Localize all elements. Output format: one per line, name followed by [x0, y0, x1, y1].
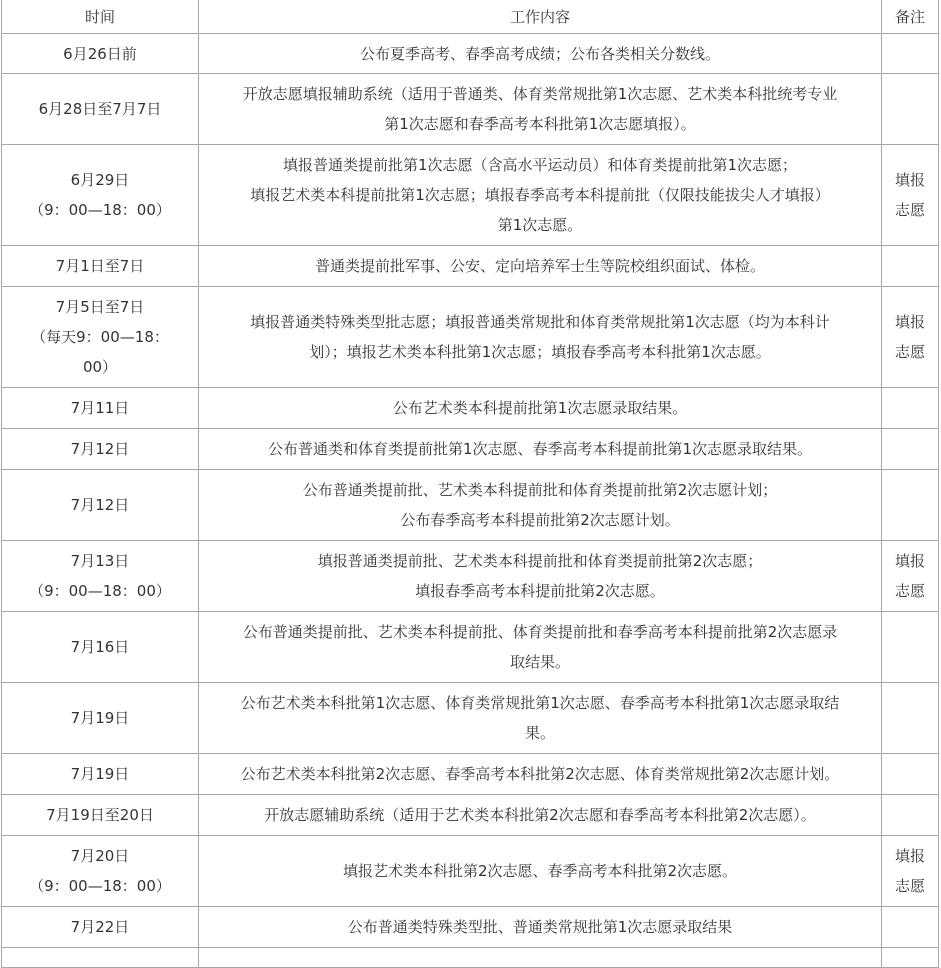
time-line: （9：00—18：00）: [29, 582, 171, 600]
table-row: [2, 74, 939, 145]
note-cell: [882, 907, 939, 948]
work-line: 开放志愿辅助系统（适用于艺术类本科批第2次志愿和春季高考本科批第2次志愿）。: [264, 806, 816, 824]
work-cell: [199, 145, 882, 246]
work-cell: [199, 836, 882, 907]
work-cell: [199, 795, 882, 836]
time-line: （每天9：00—18：: [31, 328, 169, 346]
note-cell: [882, 74, 939, 145]
table-row: [2, 388, 939, 429]
work-cell: [199, 683, 882, 754]
work-line: 开放志愿填报辅助系统（适用于普通类、体育类常规批第1次志愿、艺术类本科批统考专业: [242, 85, 838, 103]
work-line: 公布普通类提前批、艺术类本科提前批和体育类提前批第2次志愿计划；: [302, 481, 778, 499]
note-cell: [882, 795, 939, 836]
time-line: 7月11日: [70, 399, 130, 417]
work-cell: [199, 287, 882, 388]
time-cell: [2, 683, 199, 754]
note-line: 填报: [894, 552, 925, 570]
time-cell: [2, 907, 199, 948]
work-cell: [199, 74, 882, 145]
work-line: 填报春季高考本科提前批第2次志愿。: [415, 582, 665, 600]
table-row: [2, 246, 939, 287]
time-cell: [2, 754, 199, 795]
table-row: [2, 907, 939, 948]
time-line: 7月1日至7日: [55, 257, 145, 275]
table-row: [2, 145, 939, 246]
table-row: [2, 948, 939, 968]
note-cell: [882, 246, 939, 287]
note-cell: [882, 612, 939, 683]
work-line: 第1次志愿。: [497, 216, 583, 234]
note-cell: [882, 948, 939, 968]
table-row: [2, 541, 939, 612]
note-line: 志愿: [894, 582, 925, 600]
work-line: 公布春季高考本科提前批第2次志愿计划。: [400, 511, 680, 529]
work-line: 公布艺术类本科批第1次志愿、体育类常规批第1次志愿、春季高考本科批第1次志愿录取结: [240, 694, 840, 712]
work-cell: [199, 470, 882, 541]
time-line: （9：00—18：00）: [29, 201, 171, 219]
work-line: 公布艺术类本科提前批第1次志愿录取结果。: [392, 399, 688, 417]
time-line: 7月12日: [70, 440, 130, 458]
table-row: [2, 754, 939, 795]
note-cell: [882, 429, 939, 470]
time-line: 7月19日: [70, 709, 130, 727]
work-cell: [199, 246, 882, 287]
note-cell: [882, 541, 939, 612]
work-line: 第1次志愿和春季高考本科批第1次志愿填报）。: [384, 115, 696, 133]
note-cell: [882, 145, 939, 246]
table-row: [2, 34, 939, 74]
time-cell: [2, 429, 199, 470]
work-line: 公布普通类特殊类型批、普通类常规批第1次志愿录取结果: [347, 918, 733, 936]
table-row: [2, 612, 939, 683]
time-cell: [2, 836, 199, 907]
time-line: 6月26日前: [63, 44, 137, 63]
work-cell: [199, 754, 882, 795]
time-line: 7月12日: [70, 496, 130, 514]
header-row: [2, 0, 939, 34]
time-cell: [2, 246, 199, 287]
note-line: 志愿: [894, 343, 925, 361]
time-line: （9：00—18：00）: [29, 877, 171, 895]
table-row: [2, 287, 939, 388]
note-line: 填报: [894, 313, 925, 331]
note-cell: [882, 388, 939, 429]
work-line: 公布普通类提前批、艺术类本科提前批、体育类提前批和春季高考本科提前批第2次志愿录: [242, 623, 838, 641]
time-line: 00）: [82, 358, 118, 376]
work-line: 公布普通类和体育类提前批第1次志愿、春季高考本科提前批第1次志愿录取结果。: [267, 440, 813, 458]
header-time: 时间: [2, 0, 199, 34]
header-note: 备注: [882, 0, 939, 34]
note-cell: [882, 34, 939, 74]
time-line: 6月29日: [70, 171, 130, 189]
work-cell: [199, 612, 882, 683]
time-line: 7月22日: [70, 918, 130, 936]
table-row: [2, 836, 939, 907]
time-cell: [2, 34, 199, 74]
work-cell: [199, 429, 882, 470]
note-line: 填报: [894, 171, 925, 189]
work-line: 填报普通类特殊类型批志愿；填报普通类常规批和体育类常规批第1次志愿（均为本科计: [250, 313, 830, 331]
time-cell: [2, 145, 199, 246]
time-line: 7月13日: [70, 552, 130, 570]
time-cell: [2, 388, 199, 429]
work-cell: [199, 541, 882, 612]
work-line: 公布艺术类本科批第2次志愿、春季高考本科批第2次志愿、体育类常规批第2次志愿计划。: [240, 765, 840, 783]
work-line: 填报普通类提前批第1次志愿（含高水平运动员）和体育类提前批第1次志愿；: [282, 156, 798, 174]
table-row: [2, 470, 939, 541]
work-cell: [199, 388, 882, 429]
time-cell: [2, 287, 199, 388]
time-cell: [2, 470, 199, 541]
time-line: 7月19日至20日: [46, 806, 154, 824]
work-line: 取结果。: [509, 653, 570, 671]
work-cell: [199, 948, 882, 968]
work-line: 公布夏季高考、春季高考成绩；公布各类相关分数线。: [359, 44, 720, 63]
work-line: 填报艺术类本科批第2次志愿、春季高考本科批第2次志愿。: [342, 862, 738, 880]
note-cell: [882, 470, 939, 541]
work-cell: [199, 34, 882, 74]
note-line: 志愿: [894, 877, 925, 895]
schedule-body: [2, 34, 939, 968]
note-cell: [882, 754, 939, 795]
header-work: 工作内容: [199, 0, 882, 34]
work-line: 普通类提前批军事、公安、定向培养军士生等院校组织面试、体检。: [314, 257, 765, 275]
work-cell: [199, 907, 882, 948]
work-line: 填报艺术类本科提前批第1次志愿；填报春季高考本科提前批（仅限技能拔尖人才填报）: [250, 186, 830, 204]
time-line: 7月16日: [70, 638, 130, 656]
time-line: 6月28日至7月7日: [38, 100, 162, 118]
table-row: [2, 429, 939, 470]
note-cell: [882, 287, 939, 388]
work-line: 果。: [524, 724, 555, 742]
time-line: 7月5日至7日: [55, 298, 145, 316]
time-cell: [2, 541, 199, 612]
table-row: [2, 795, 939, 836]
time-cell: [2, 795, 199, 836]
note-cell: [882, 836, 939, 907]
table-row: [2, 683, 939, 754]
time-cell: [2, 948, 199, 968]
note-line: 填报: [894, 847, 925, 865]
note-cell: [882, 683, 939, 754]
schedule-table: [1, 0, 939, 968]
time-line: 7月20日: [70, 847, 130, 865]
work-line: 填报普通类提前批、艺术类本科提前批和体育类提前批第2次志愿；: [317, 552, 763, 570]
note-line: 志愿: [894, 201, 925, 219]
time-cell: [2, 612, 199, 683]
work-line: 划）；填报艺术类本科批第1次志愿；填报春季高考本科批第1次志愿。: [309, 343, 771, 361]
time-line: 7月19日: [70, 765, 130, 783]
time-cell: [2, 74, 199, 145]
